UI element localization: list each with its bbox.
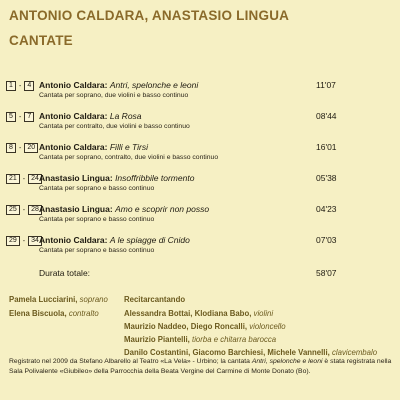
track-scoring: Cantata per soprano e basso continuo — [39, 247, 155, 254]
track-scoring: Cantata per soprano, due violini e basso continuo — [39, 92, 189, 99]
member-names: Danilo Costantini, Giacomo Barchiesi, Michele Vannelli, — [124, 348, 330, 357]
soloist-name: Pamela Lucciarini, — [9, 295, 78, 304]
track-row — [6, 235, 391, 259]
track-start-number: 5 — [6, 112, 16, 122]
track-duration: 05'38 — [316, 173, 337, 183]
member-role: clavicembalo — [331, 348, 378, 357]
track-scoring: Cantata per soprano, contralto, due violini e basso continuo — [39, 154, 219, 161]
soloist-1 — [9, 294, 108, 305]
range-dash: - — [19, 113, 22, 121]
ensemble-member-1 — [124, 308, 273, 319]
track-duration: 04'23 — [316, 204, 337, 214]
track-start-number: 1 — [6, 81, 16, 91]
member-names: Maurizio Naddeo, Diego Roncalli, — [124, 322, 248, 331]
track-title — [39, 204, 209, 215]
track-range — [6, 205, 42, 215]
track-range — [6, 174, 42, 184]
track-row — [6, 204, 391, 228]
track-composer: Antonio Caldara: — [39, 111, 108, 121]
track-duration: 16'01 — [316, 142, 337, 152]
member-role: violoncello — [249, 322, 286, 331]
track-composer: Antonio Caldara: — [39, 142, 108, 152]
track-scoring: Cantata per contralto, due violini e basso continuo — [39, 123, 190, 130]
track-duration: 11'07 — [316, 80, 336, 90]
track-scoring: Cantata per soprano e basso continuo — [39, 185, 155, 192]
track-work: Antri, spelonche e leoni — [109, 80, 199, 90]
track-range — [6, 236, 42, 246]
track-composer: Antonio Caldara: — [39, 235, 108, 245]
total-duration-label: Durata totale: — [39, 268, 91, 278]
ensemble-member-3 — [124, 334, 276, 345]
member-names: Maurizio Piantelli, — [124, 335, 190, 344]
ensemble-name: Recitarcantando — [124, 295, 186, 304]
track-duration: 07'03 — [316, 235, 337, 245]
track-work: A le spiagge di Cnido — [109, 235, 190, 245]
track-range — [6, 143, 38, 153]
track-end-number: 24 — [28, 174, 42, 184]
member-role: tiorba e chitarra barocca — [192, 335, 277, 344]
track-end-number: 20 — [24, 143, 38, 153]
soloist-name: Elena Biscuola, — [9, 309, 67, 318]
soloist-2 — [9, 308, 99, 319]
track-start-number: 25 — [6, 205, 20, 215]
track-title — [39, 80, 198, 91]
range-dash: - — [22, 175, 26, 183]
track-start-number: 8 — [6, 143, 16, 153]
track-row — [6, 111, 391, 135]
track-scoring: Cantata per soprano e basso continuo — [39, 216, 155, 223]
track-work: Amo e scoprir non posso — [115, 204, 210, 214]
composers-heading: ANTONIO CALDARA, ANASTASIO LINGUA — [9, 8, 290, 23]
track-work: La Rosa — [109, 111, 142, 121]
track-work: Filli e Tirsi — [109, 142, 149, 152]
album-title: CANTATE — [9, 33, 73, 48]
track-range — [6, 112, 34, 122]
track-title — [39, 235, 190, 246]
track-duration: 08'44 — [316, 111, 337, 121]
track-start-number: 29 — [6, 236, 20, 246]
member-names: Alessandra Bottai, Klodiana Babo, — [124, 309, 252, 318]
recording-notes: Registrato nel 2009 da Stefano Albarello al Teatro «La Vela» - Urbino; la cantata Antri, spelonche e leoni è stata registrata nella Sala Polivalente «Giubileo» della Parrocchia della Beata Vergine del Carmine di Monte Donato (Bo). — [9, 358, 392, 375]
range-dash: - — [19, 144, 22, 152]
track-row — [6, 80, 391, 104]
track-title — [39, 142, 148, 153]
range-dash: - — [19, 82, 22, 90]
track-range — [6, 81, 34, 91]
track-title — [39, 111, 142, 122]
track-row — [6, 173, 391, 197]
track-end-number: 7 — [24, 112, 34, 122]
range-dash: - — [22, 237, 26, 245]
track-row — [6, 142, 391, 166]
track-end-number: 34 — [28, 236, 42, 246]
total-duration-value: 58'07 — [316, 268, 337, 278]
track-title — [39, 173, 194, 184]
track-composer: Anastasio Lingua: — [39, 204, 113, 214]
track-composer: Anastasio Lingua: — [39, 173, 113, 183]
track-start-number: 21 — [6, 174, 20, 184]
track-end-number: 28 — [28, 205, 42, 215]
track-end-number: 4 — [24, 81, 34, 91]
track-composer: Antonio Caldara: — [39, 80, 108, 90]
soloist-role: contralto — [68, 309, 99, 318]
member-role: violini — [253, 309, 274, 318]
ensemble-member-2 — [124, 321, 286, 332]
track-work: Insoffribbile tormento — [115, 173, 195, 183]
soloist-role: soprano — [79, 295, 108, 304]
range-dash: - — [22, 206, 26, 214]
